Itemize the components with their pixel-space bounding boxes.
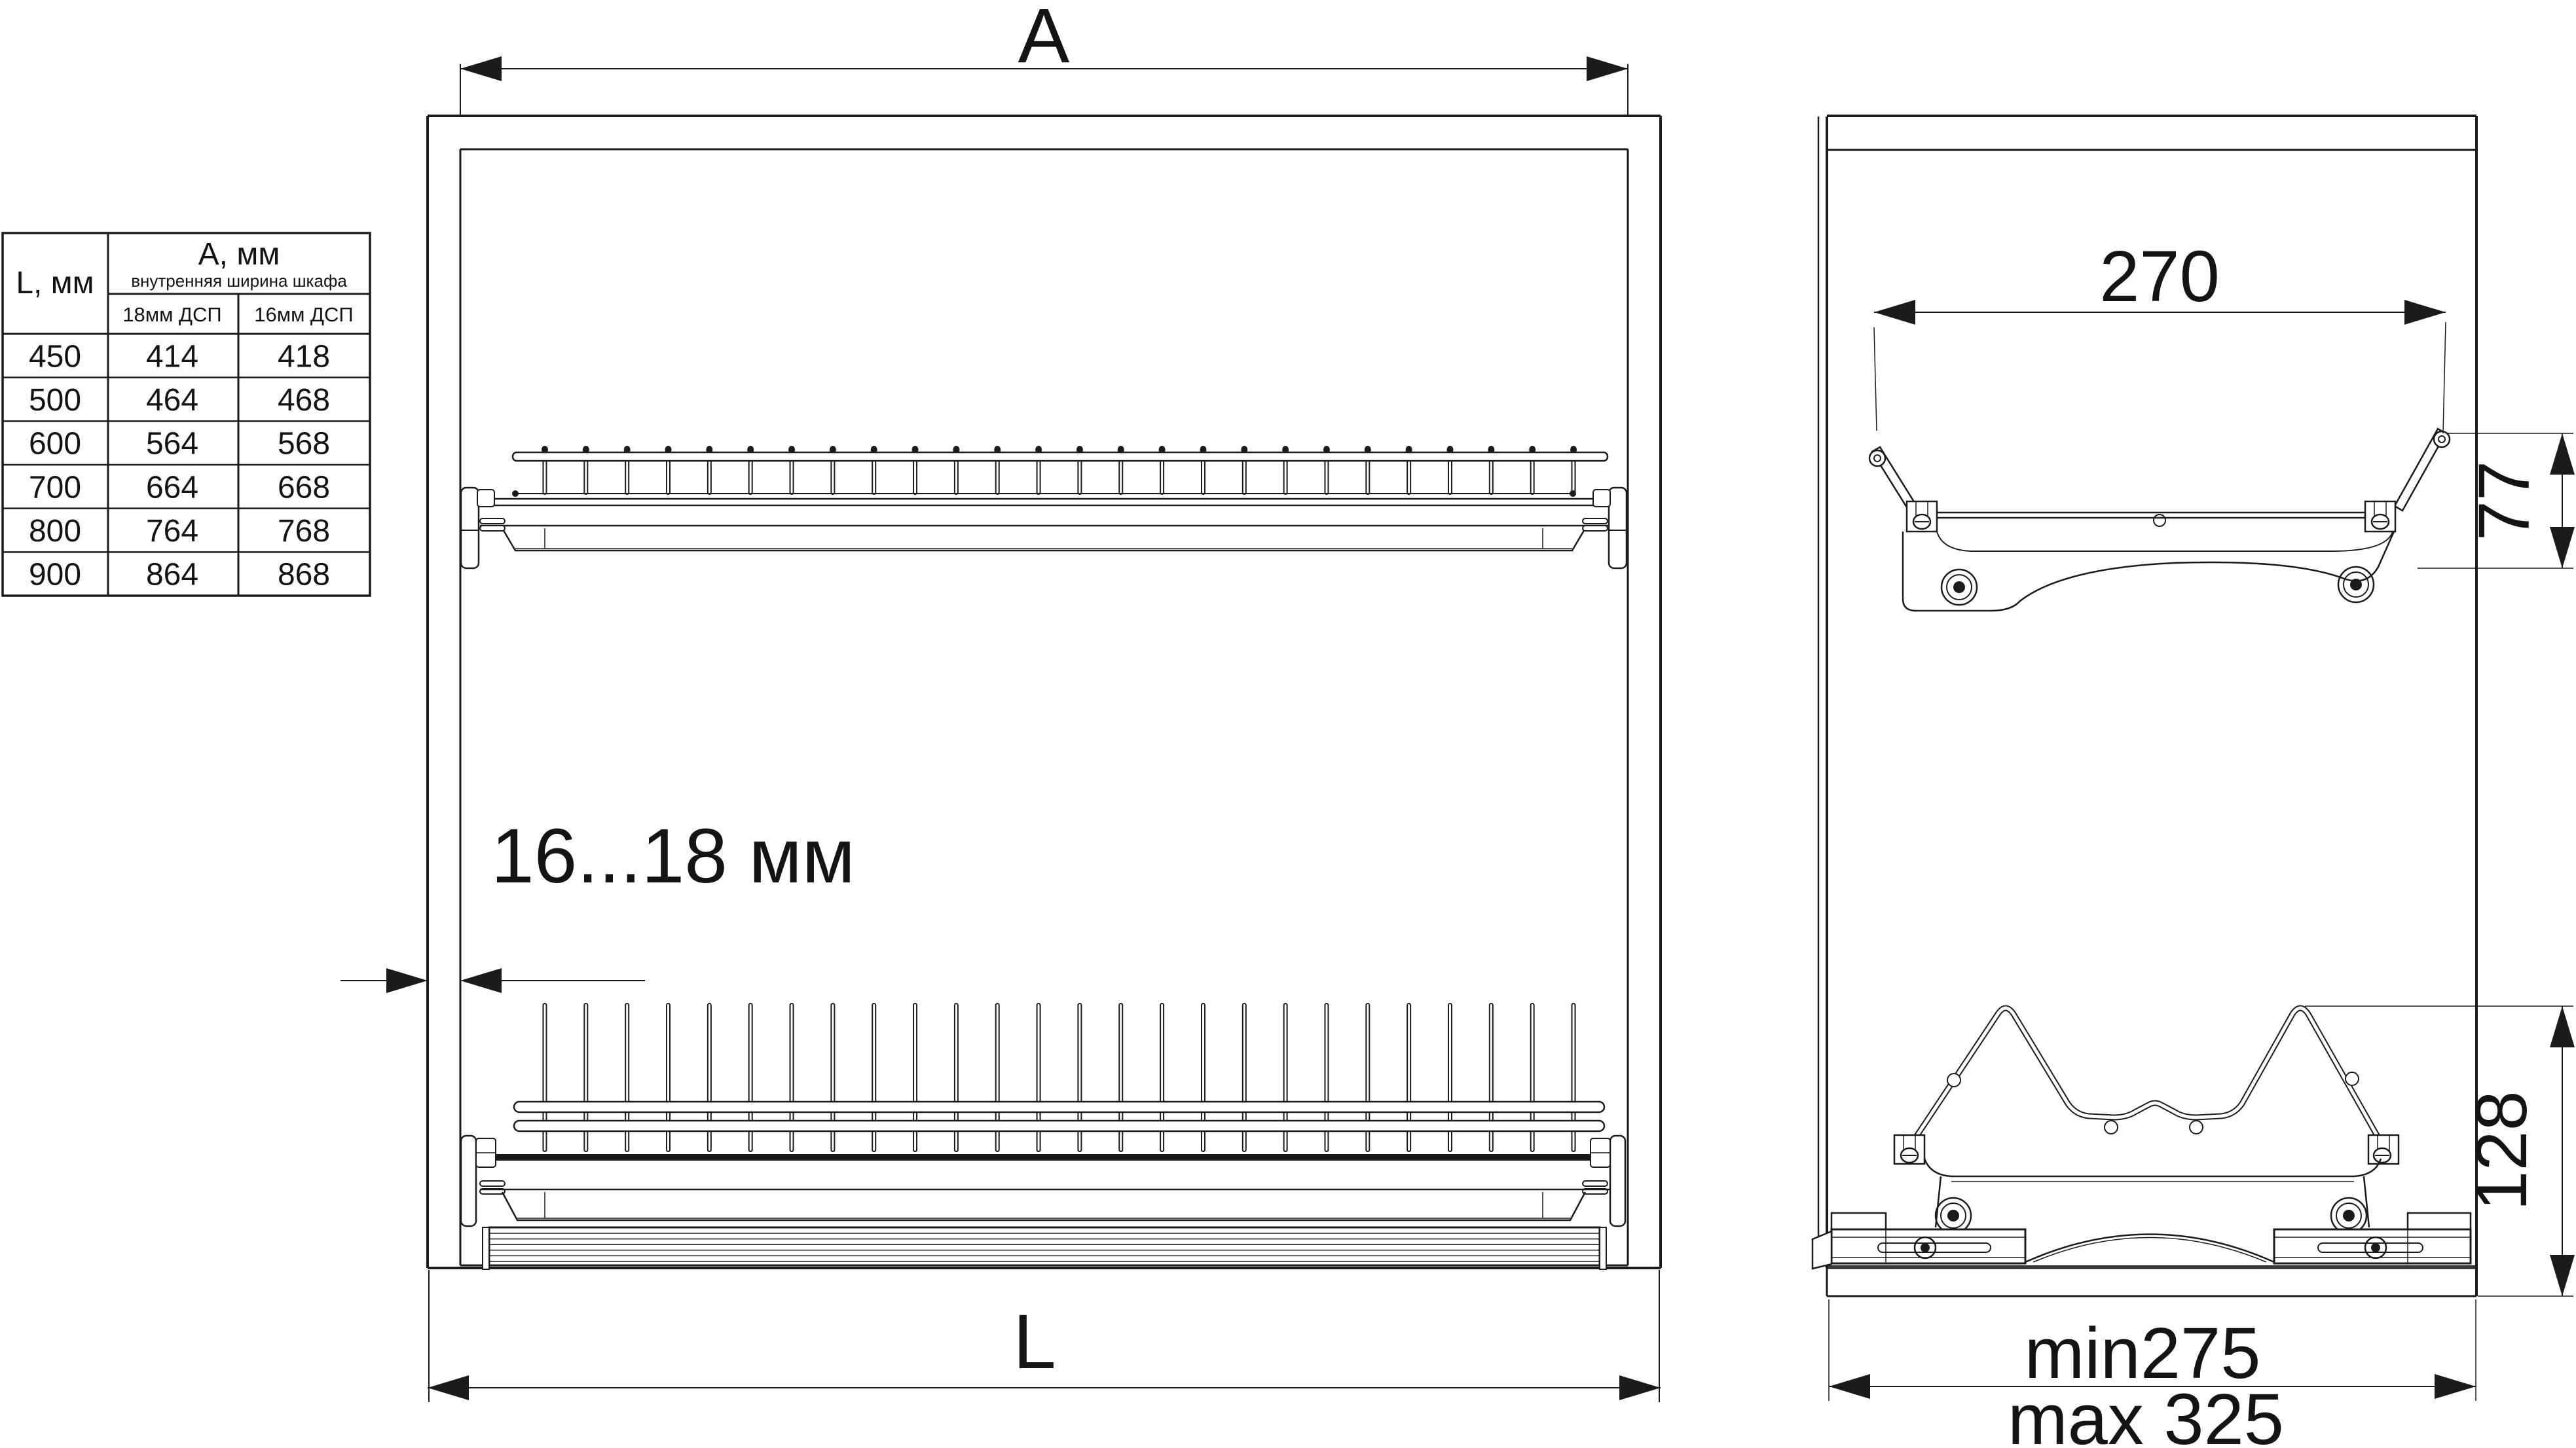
dim-wall-thickness bbox=[340, 813, 855, 993]
table-cell: 414 bbox=[145, 339, 199, 374]
upper-rack-rail bbox=[480, 499, 1606, 505]
table-cell: 450 bbox=[28, 339, 82, 374]
table-cell: 500 bbox=[28, 383, 82, 418]
size-table bbox=[3, 233, 370, 596]
dim-depth bbox=[1829, 1299, 2476, 1448]
upper-bracket-side bbox=[1869, 429, 2450, 611]
table-cell: 868 bbox=[277, 557, 331, 592]
table-a-header: А, мм bbox=[198, 237, 280, 272]
table-cell: 700 bbox=[28, 470, 82, 505]
dim-l-arrow-left bbox=[428, 1375, 469, 1400]
table-cell: 864 bbox=[145, 557, 199, 592]
cabinet-outline bbox=[428, 116, 1661, 1268]
upper-rack-top-bar bbox=[513, 452, 1608, 461]
dim-270-label: 270 bbox=[2099, 236, 2220, 317]
table-l-header: L, мм bbox=[16, 266, 94, 300]
table-cell: 668 bbox=[277, 470, 331, 505]
lower-right-wall-bracket bbox=[1610, 1136, 1625, 1226]
dim-77-label: 77 bbox=[2464, 460, 2545, 541]
dim-l-arrow-right bbox=[1619, 1375, 1661, 1400]
lower-bracket-side bbox=[1812, 1008, 2471, 1269]
table-cell: 568 bbox=[277, 426, 331, 462]
dim-max-label: max 325 bbox=[2008, 1379, 2284, 1448]
lower-drip-tray bbox=[502, 1192, 1585, 1220]
dim-a bbox=[460, 0, 1628, 115]
upper-drip-tray bbox=[502, 528, 1585, 551]
lower-left-wall-bracket bbox=[461, 1136, 476, 1226]
upper-right-wall-bracket bbox=[1609, 488, 1627, 568]
dim-min-label: min275 bbox=[2024, 1313, 2261, 1394]
lower-rack-bar-2 bbox=[514, 1121, 1604, 1131]
lower-rack-bar-1 bbox=[514, 1102, 1604, 1112]
table-cell: 664 bbox=[145, 470, 199, 505]
dim-l-label: L bbox=[1013, 1299, 1056, 1385]
lower-rack bbox=[461, 1102, 1625, 1269]
table-a-subheader: внутренняя ширина шкафа bbox=[131, 271, 347, 291]
table-cell: 418 bbox=[277, 339, 331, 374]
table-cell: 600 bbox=[28, 426, 82, 462]
table-cell: 764 bbox=[145, 514, 199, 549]
dim-77 bbox=[2418, 433, 2575, 568]
table-cell: 468 bbox=[277, 383, 331, 418]
dim-128-label: 128 bbox=[2461, 1091, 2542, 1211]
dim-270 bbox=[1874, 236, 2446, 433]
table-cell: 768 bbox=[277, 514, 331, 549]
table-cell: 900 bbox=[28, 557, 82, 592]
dim-a-label: A bbox=[1018, 0, 1070, 79]
table-cell: 464 bbox=[145, 383, 199, 418]
table-col-16: 16мм ДСП bbox=[254, 303, 354, 326]
table-cell: 564 bbox=[145, 426, 199, 462]
lower-rack-rail bbox=[480, 1154, 1606, 1161]
table-cell: 800 bbox=[28, 514, 82, 549]
front-view bbox=[340, 0, 1661, 1402]
plate-holder-wire bbox=[1909, 1008, 2383, 1147]
side-view bbox=[1812, 116, 2575, 1448]
upper-left-wall-bracket bbox=[461, 488, 479, 568]
dim-l bbox=[428, 1270, 1661, 1402]
dim-a-arrow-right bbox=[1587, 56, 1628, 81]
dim-a-arrow-left bbox=[460, 56, 502, 81]
wall-thickness-label: 16...18 мм bbox=[491, 813, 855, 899]
table-col-18: 18мм ДСП bbox=[122, 303, 222, 326]
